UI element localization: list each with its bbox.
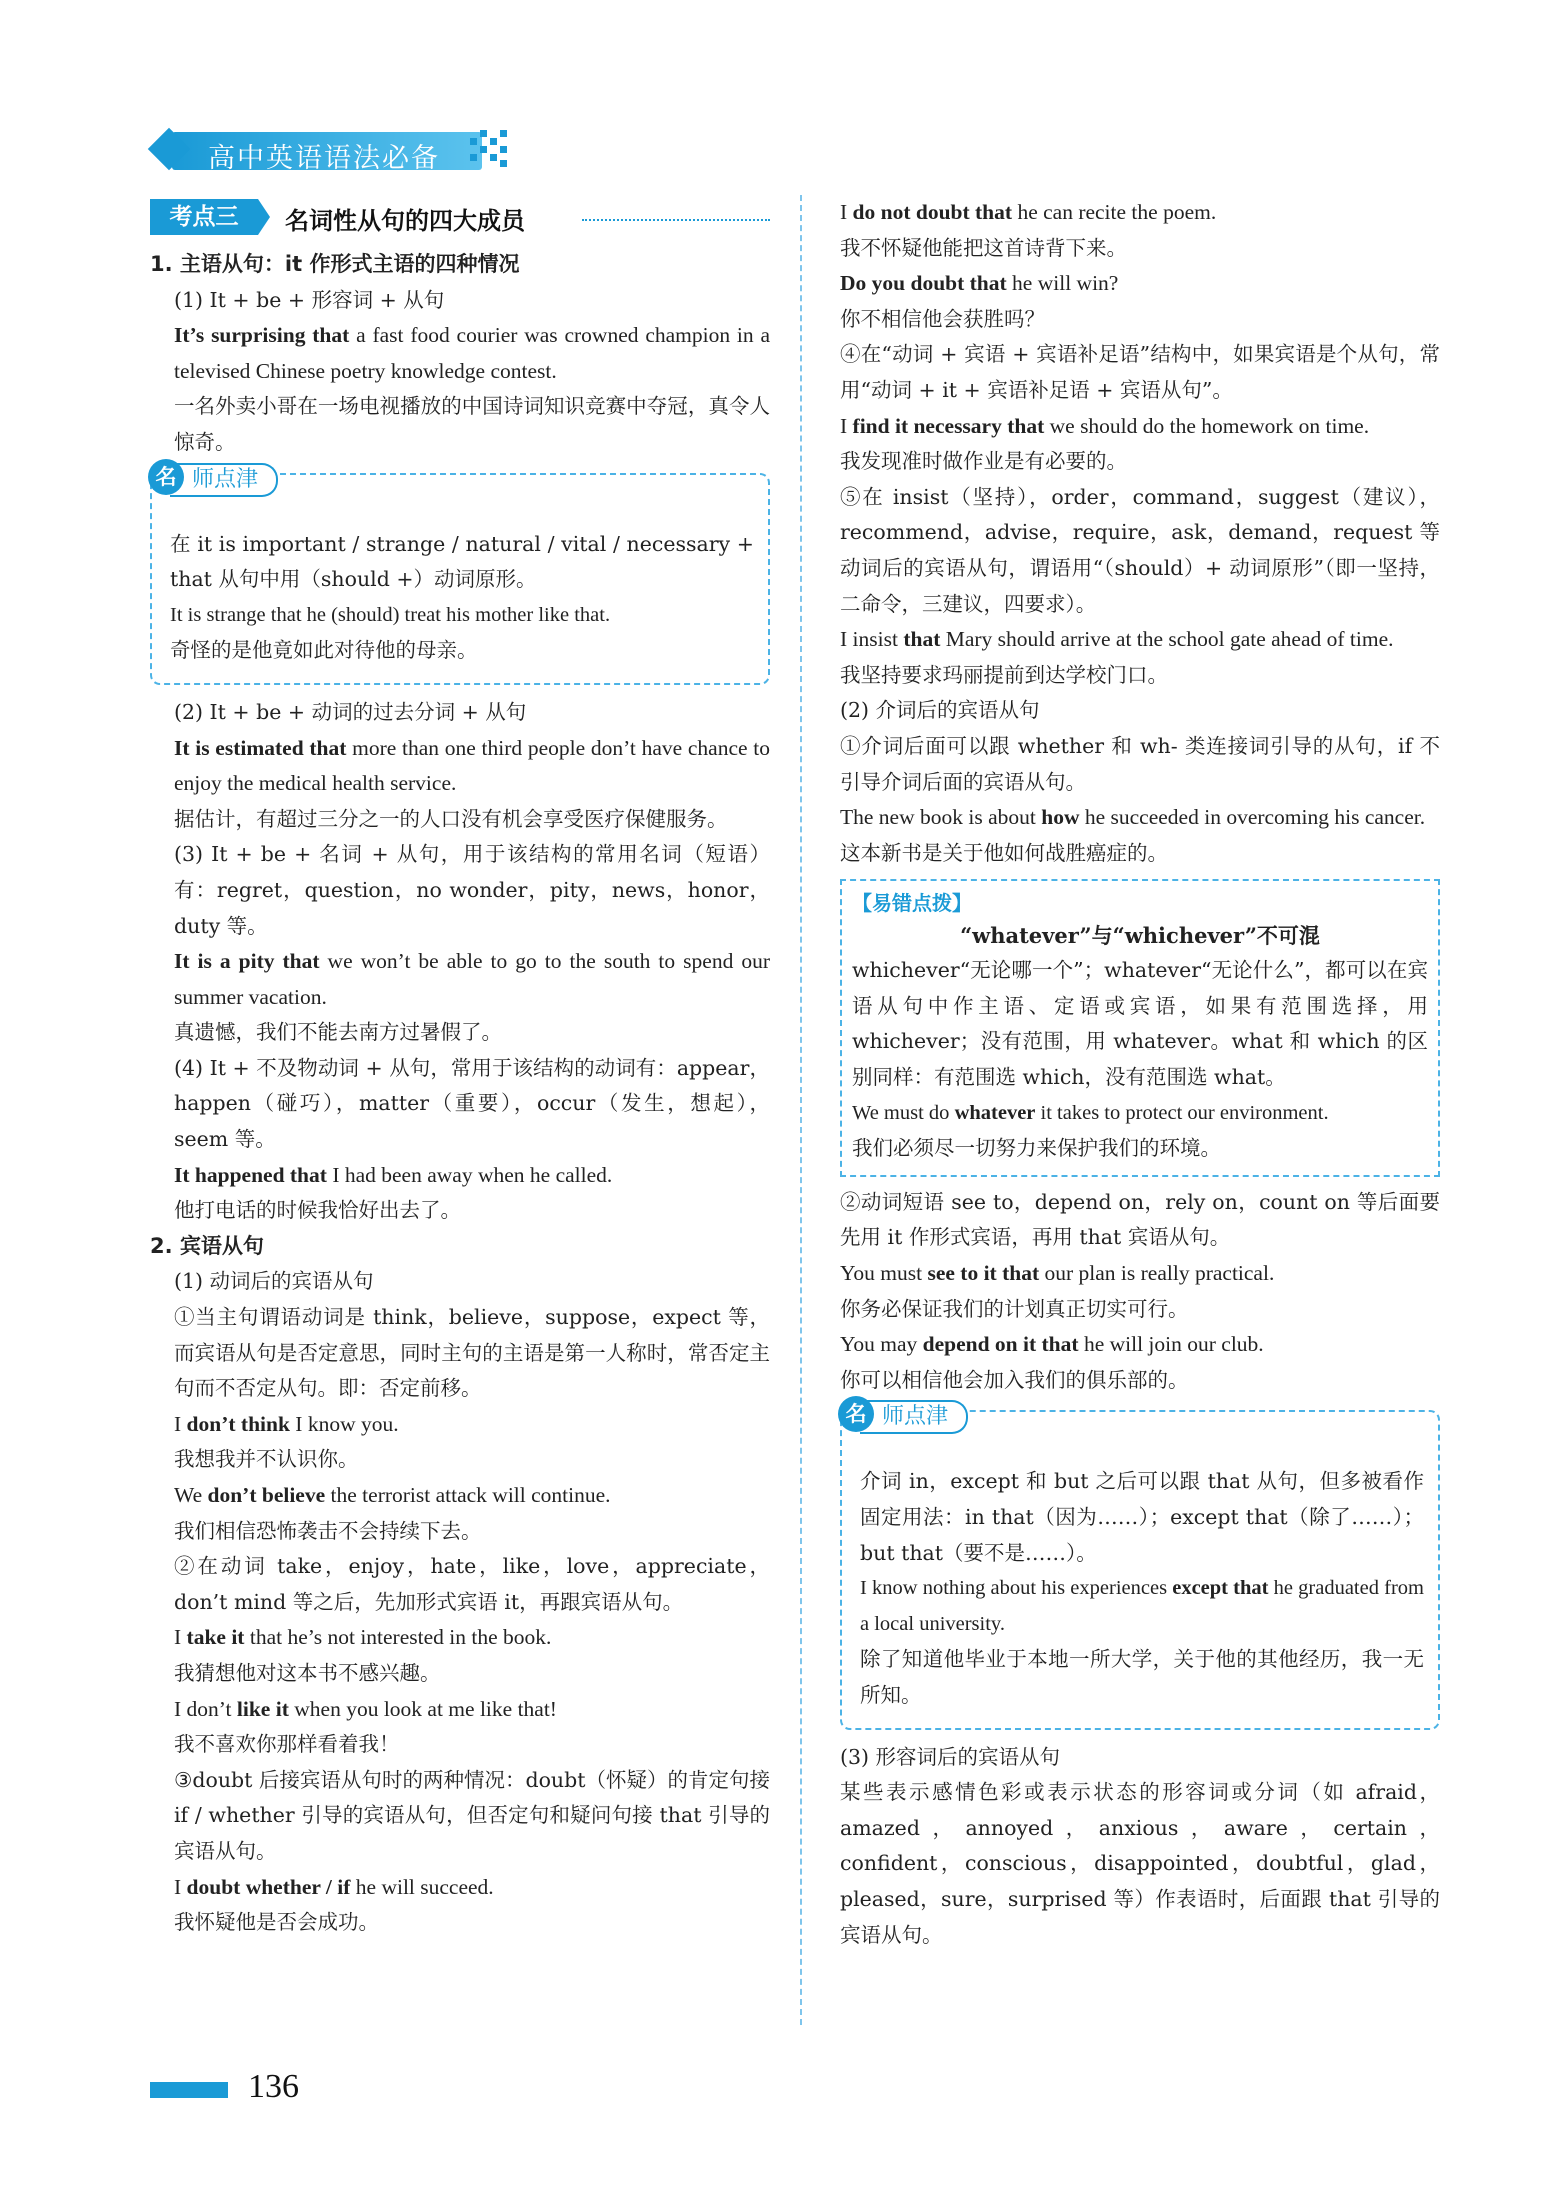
page-number: 136 xyxy=(248,2068,299,2105)
footer-bar xyxy=(150,2082,228,2098)
text-line: ⑤在 insist（坚持），order，command，suggest（建议），recommend，advise，require，ask，demand，request 等动词后的宾语从句，谓语用“（should）+ 动词原形”（即一坚持，二命令，三建议，四要求）。 xyxy=(840,484,1440,616)
text-line: 我不喜欢你那样看着我！ xyxy=(174,1732,400,1757)
teacher-tip-box xyxy=(840,1402,1440,1729)
right-body xyxy=(840,195,1440,1953)
text-line: ②在动词 take，enjoy，hate，like，love，appreciate，don’t mind 等之后，先加形式宾语 it，再跟宾语从句。 xyxy=(174,1554,770,1614)
section-badge: 考点三 xyxy=(150,199,258,235)
text-line: I insist that Mary should arrive at the school gate ahead of time. xyxy=(840,627,1394,652)
subheading: 1. 主语从句：it 作形式主语的四种情况 xyxy=(150,252,520,276)
text-line: 奇怪的是他竟如此对待他的母亲。 xyxy=(170,638,478,663)
error-title: “whatever”与“whichever”不可混 xyxy=(960,923,1320,949)
text-line: ③doubt 后接宾语从句时的两种情况：doubt（怀疑）的肯定句接 if / whether 引导的宾语从句，但否定句和疑问句接 that 引导的宾语从句。 xyxy=(174,1767,770,1863)
text-line: ④在“动词 + 宾语 + 宾语补足语”结构中，如果宾语是个从句，常用“动词 + it + 宾语补足语 + 宾语从句”。 xyxy=(840,342,1440,402)
text-line: 我们必须尽一切努力来保护我们的环境。 xyxy=(852,1136,1221,1161)
text-line: I don’t think I know you. xyxy=(174,1411,399,1436)
left-column xyxy=(150,195,770,1941)
text-line: 据估计，有超过三分之一的人口没有机会享受医疗保健服务。 xyxy=(174,806,728,831)
text-line: ①当主句谓语动词是 think，believe，suppose，expect 等，而宾语从句是否定意思，同时主句的主语是第一人称时，常否定主句而不否定从句。即：否定前移。 xyxy=(174,1305,770,1401)
common-error-box xyxy=(840,879,1440,1177)
text-line: It is estimated that more than one third people don’t have chance to enjoy the medical health service. xyxy=(174,735,771,796)
text-line: (2) It + be + 动词的过去分词 + 从句 xyxy=(174,699,527,724)
text-line: 你务必保证我们的计划真正切实可行。 xyxy=(840,1296,1189,1321)
tip-label: 师点津 xyxy=(860,1400,968,1434)
text-line: 除了知道他毕业于本地一所大学，关于他的其他经历，我一无所知。 xyxy=(860,1647,1424,1707)
pixel-dots-icon xyxy=(470,130,514,170)
text-line: I know nothing about his experiences except that he graduated from a local university. xyxy=(860,1577,1424,1635)
tip-label: 师点津 xyxy=(170,463,278,497)
text-line: (3) It + be + 名词 + 从句，用于该结构的常用名词（短语）有：regret，question，no wonder，pity，news，honor，duty 等。 xyxy=(174,842,770,938)
section-heading xyxy=(150,195,770,243)
text-line: 我发现准时做作业是有必要的。 xyxy=(840,449,1127,474)
text-line: The new book is about how he succeeded in overcoming his cancer. xyxy=(840,805,1426,830)
header-banner xyxy=(150,128,510,174)
subheading: 2. 宾语从句 xyxy=(150,1233,264,1258)
text-line: 介词 in，except 和 but 之后可以跟 that 从句，但多被看作固定用法：in that（因为……）；except that（除了……）；but that（要不是……）。 xyxy=(860,1469,1424,1565)
text-line: ②动词短语 see to，depend on，rely on，count on 等后面要先用 it 作形式宾语，再用 that 宾语从句。 xyxy=(840,1189,1440,1250)
text-line: Do you doubt that he will win? xyxy=(840,271,1119,296)
text-line: 某些表示感情色彩或表示状态的形容词或分词（如 afraid，amazed，annoyed，anxious，aware，certain，confident，conscious，disappointed，doubtful，glad，pleased，sure，surprised 等）作表语时，后面跟 that 引导的宾语从句。 xyxy=(840,1780,1440,1947)
text-line: You must see to it that our plan is really practical. xyxy=(840,1261,1275,1286)
text-line: It happened that I had been away when he called. xyxy=(174,1162,613,1187)
tip-badge-icon: 名 xyxy=(838,1396,874,1432)
text-line: 他打电话的时候我恰好出去了。 xyxy=(174,1198,461,1223)
text-line: (2) 介词后的宾语从句 xyxy=(840,698,1040,723)
left-body xyxy=(150,247,770,1941)
text-line: I doubt whether / if he will succeed. xyxy=(174,1874,494,1899)
text-line: ①介词后面可以跟 whether 和 wh- 类连接词引导的从句，if 不引导介词后面的宾语从句。 xyxy=(840,733,1440,794)
right-column xyxy=(840,195,1440,1953)
column-divider xyxy=(800,195,802,2025)
text-line: 在 it is important / strange / natural / vital / necessary + that 从句中用（should +）动词原形。 xyxy=(170,531,754,592)
book-title: 高中英语语法必备 xyxy=(208,143,440,174)
text-line: 我猜想他对这本书不感兴趣。 xyxy=(174,1660,441,1685)
text-line: 你不相信他会获胜吗？ xyxy=(840,306,1045,331)
text-line: 我怀疑他是否会成功。 xyxy=(174,1910,379,1935)
text-line: It is strange that he (should) treat his mother like that. xyxy=(170,603,611,626)
text-line: It is a pity that we won’t be able to go to the south to spend our summer vacation. xyxy=(174,949,770,1009)
text-line: 这本新书是关于他如何战胜癌症的。 xyxy=(840,840,1168,865)
text-line: It’s surprising that a fast food courier was crowned champion in a televised Chinese poetry knowledge contest. xyxy=(174,323,770,383)
text-line: whichever“无论哪一个”；whatever“无论什么”，都可以在宾语从句中作主语、定语或宾语，如果有范围选择，用 whichever；没有范围，用 whatever。what 和 which 的区别同样：有范围选 which，没有范围选 what。 xyxy=(852,958,1428,1090)
text-line: (1) 动词后的宾语从句 xyxy=(174,1269,374,1294)
error-tag: 【易错点拨】 xyxy=(852,891,972,916)
section-title: 名词性从句的四大成员 xyxy=(285,207,525,235)
text-line: 一名外卖小哥在一场电视播放的中国诗词知识竞赛中夺冠，真令人惊奇。 xyxy=(174,394,770,454)
text-line: We don’t believe the terrorist attack will continue. xyxy=(174,1483,611,1507)
text-line: I find it necessary that we should do the homework on time. xyxy=(840,413,1370,438)
teacher-tip-box xyxy=(150,464,770,685)
section-dotted-rule xyxy=(582,219,770,221)
text-line: 真遗憾，我们不能去南方过暑假了。 xyxy=(174,1020,502,1045)
tip-badge-icon: 名 xyxy=(148,459,184,495)
text-line: I do not doubt that he can recite the poem. xyxy=(840,200,1217,224)
text-line: I take it that he’s not interested in the book. xyxy=(174,1625,552,1650)
text-line: (1) It + be + 形容词 + 从句 xyxy=(174,287,445,312)
text-line: You may depend on it that he will join our club. xyxy=(840,1332,1264,1357)
text-line: We must do whatever it takes to protect our environment. xyxy=(852,1101,1329,1124)
text-line: I don’t like it when you look at me like that! xyxy=(174,1696,557,1721)
text-line: 我们相信恐怖袭击不会持续下去。 xyxy=(174,1518,482,1543)
text-line: 我不怀疑他能把这首诗背下来。 xyxy=(840,235,1127,260)
text-line: 我想我并不认识你。 xyxy=(174,1447,359,1472)
text-line: 我坚持要求玛丽提前到达学校门口。 xyxy=(840,662,1168,687)
text-line: (3) 形容词后的宾语从句 xyxy=(840,1744,1061,1769)
text-line: 你可以相信他会加入我们的俱乐部的。 xyxy=(840,1367,1189,1392)
text-line: (4) It + 不及物动词 + 从句，常用于该结构的动词有：appear，happen（碰巧），matter（重要），occur（发生，想起），seem 等。 xyxy=(174,1055,770,1152)
